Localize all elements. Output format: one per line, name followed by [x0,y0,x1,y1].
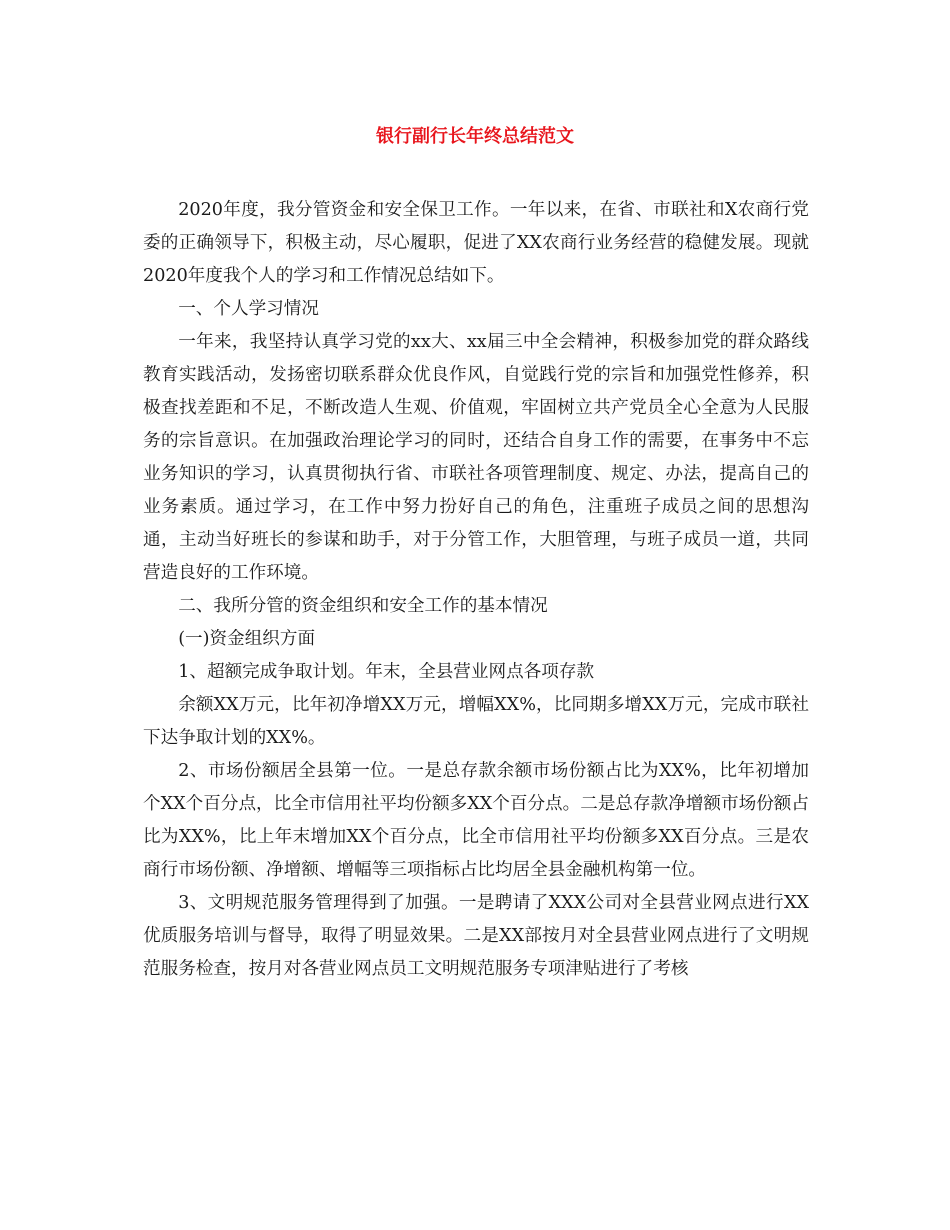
document-body [143,194,809,986]
paragraph-item-1: 1、超额完成争取计划。年末，全县营业网点各项存款 [178,662,595,682]
section-heading-work: 二、我所分管的资金组织和安全工作的基本情况 [178,596,548,616]
paragraph-study: 一年来，我坚持认真学习党的xx大、xx届三中全会精神，积极参加党的群众路线教育实践活动，发扬密切联系群众优良作风，自觉践行党的宗旨和加强党性修养，积极查找差距和不足，不断改造人生观、价值观，牢固树立共产党员全心全意为人民服务的宗旨意识。在加强政治理论学习的同时，还结合自身工作的需要，在事务中不忘业务知识的学习，认真贯彻执行省、市联社各项管理制度、规定、办法，提高自己的业务素质。通过学习，在工作中努力扮好自己的角色，注重班子成员之间的思想沟通，主动当好班长的参谋和助手，对于分管工作，大胆管理，与班子成员一道，共同营造良好的工作环境。 [143,332,809,583]
section-heading-study: 一、个人学习情况 [178,299,319,319]
paragraph-item-1-cont: 余额XX万元，比年初净增XX万元，增幅XX%，比同期多增XX万元，完成市联社下达争取计划的XX%。 [143,695,809,748]
paragraph-intro: 2020年度，我分管资金和安全保卫工作。一年以来，在省、市联社和X农商行党委的正确领导下，积极主动，尽心履职，促进了XX农商行业务经营的稳健发展。现就2020年度我个人的学习和工作情况总结如下。 [143,200,809,286]
paragraph-item-3: 3、文明规范服务管理得到了加强。一是聘请了XXX公司对全县营业网点进行XX优质服务培训与督导，取得了明显效果。二是XX部按月对全县营业网点进行了文明规范服务检查，按月对各营业网点员工文明规范服务专项津贴进行了考核 [143,893,809,979]
paragraph-item-2: 2、市场份额居全县第一位。一是总存款余额市场份额占比为XX%，比年初增加个XX个百分点，比全市信用社平均份额多XX个百分点。二是总存款净增额市场份额占比为XX%，比上年末增加XX个百分点，比全市信用社平均份额多XX百分点。三是农商行市场份额、净增额、增幅等三项指标占比均居全县金融机构第一位。 [143,761,809,880]
subsection-heading-funds: (一)资金组织方面 [178,629,316,649]
document-title: 银行副行长年终总结范文 [376,126,574,147]
